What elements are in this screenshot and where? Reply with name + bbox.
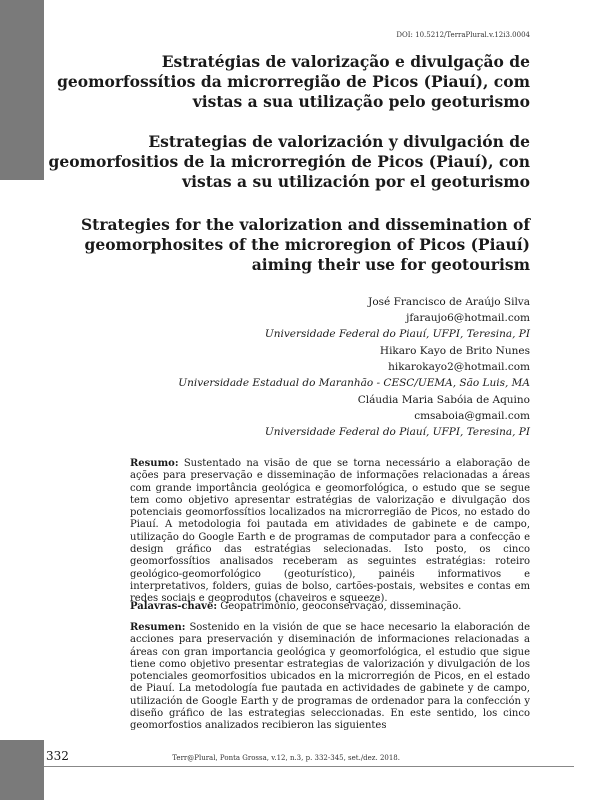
abstract-pt-label: Resumo:: [130, 458, 179, 469]
authors: [110, 294, 530, 441]
author-affiliation: Universidade Federal do Piauí, UFPI, Teresina, PI: [264, 426, 530, 438]
author-affiliation: Universidade Federal do Piauí, UFPI, Teresina, PI: [264, 328, 530, 340]
keywords: [130, 601, 530, 613]
abstract-es-label: Resumen:: [130, 622, 186, 633]
abstract-es: [130, 622, 530, 733]
title-pt: Estratégias de valorização e divulgação de geomorfossítios da microrregião de Picos (Piauí), com vistas a sua utilização pelo geoturismo: [57, 52, 530, 111]
title-en: Strategies for the valorization and dissemination of geomorphosites of the microregion of Picos (Piauí) aiming their use for geotourism: [80, 215, 530, 274]
author-3: [110, 392, 530, 440]
side-band-bottom: [0, 740, 44, 800]
doi: DOI: 10.5212/TerraPlural.v.12i3.0004: [396, 31, 530, 39]
page-number: 332: [46, 749, 69, 763]
abstract-pt: [130, 458, 530, 606]
footer-citation: Terr@Plural, Ponta Grossa, v.12, n.3, p. 332-345, set./dez. 2018.: [172, 754, 400, 762]
author-name: Hikaro Kayo de Brito Nunes: [379, 345, 530, 357]
footer-rule: [44, 766, 574, 767]
author-name: Cláudia Maria Sabóia de Aquino: [357, 394, 530, 406]
keywords-text: Geopatrimônio, geoconservação, disseminação.: [220, 601, 462, 612]
abstract-es-text: Sostenido en la visión de que se hace necesario la elaboración de acciones para preservación y diseminación de informaciones relacionadas a áreas con gran importancia geológica y geomorfológica, el estudio que sigue tiene como objetivo presentar estrategias de valorización y divulgación de los potenciales geomorfositios ubicados en la microrregión de Picos, en el estado de Piauí. La metodología fue pautada en actividades de gabinete y de campo, utilización de Google Earth y de programas de ordenador para la confección y diseño gráfico de las estrategias seleccionadas. En este sentido, los cinco geomorfostios analizados recibieron las siguientes: [130, 622, 530, 732]
author-email: cmsaboia@gmail.com: [414, 410, 530, 422]
abstract-pt-text: Sustentado na visão de que se torna necessário a elaboração de ações para preservação e disseminação de informações relacionadas a áreas com grande importância geológica e geomorfológica, o estudo que se segue tem como objetivo apresentar estratégias de valorização e divulgação dos potenciais geomorfossítios localizados na microrregião de Picos, no estado do Piauí. A metodologia foi pautada em atividades de gabinete e de campo, utilização do Google Earth e de programas de computador para a confecção e design gráfico das estratégias selecionadas. Isto posto, os cinco geomorfossítios analisados receberam as seguintes estratégias: roteiro geológico-geomorfológico (geoturístico), painéis informativos e interpretativos, folders, guias de bolso, cartões-postais, websites e contas em redes sociais e geoprodutos (chaveiros e squeeze).: [130, 458, 530, 605]
title-es: Estrategias de valorización y divulgación de geomorfositios de la microrregión de Picos (Piauí), con vistas a su utilización por el geoturismo: [48, 132, 530, 191]
author-email: jfaraujo6@hotmail.com: [406, 312, 530, 324]
author-name: José Francisco de Araújo Silva: [368, 296, 530, 308]
keywords-label: Palavras-chave:: [130, 601, 218, 612]
author-2: [110, 343, 530, 391]
author-affiliation: Universidade Estadual do Maranhão - CESC/UEMA, São Luis, MA: [178, 377, 530, 389]
author-email: hikarokayo2@hotmail.com: [388, 361, 530, 373]
author-1: [110, 294, 530, 342]
